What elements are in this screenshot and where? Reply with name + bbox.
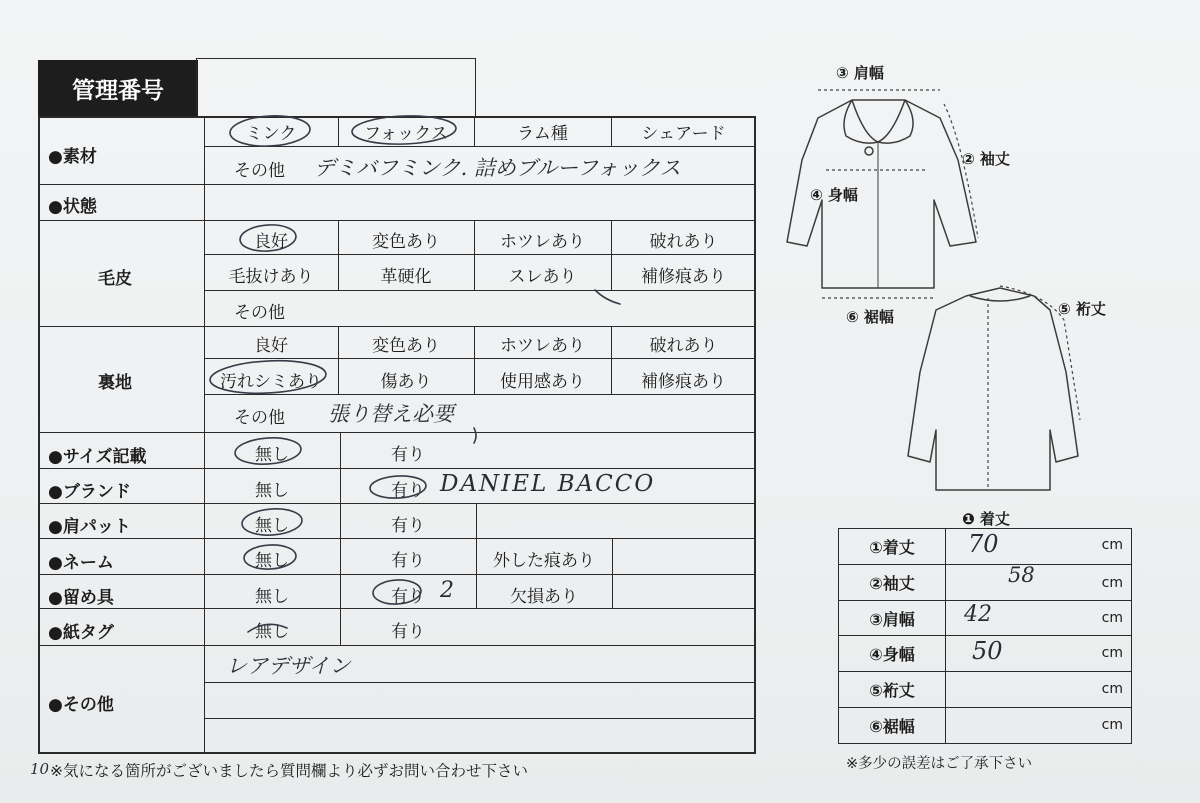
paper-tag-option-none: 無し <box>255 622 289 642</box>
material-other-handwriting: デミバフミンク. 詰めブルーフォックス <box>314 156 681 180</box>
lining-other-label: その他 <box>234 408 285 428</box>
label-yuki-length: ⑤ 裄丈 <box>1058 300 1106 318</box>
measurement-row <box>839 672 1132 708</box>
lining-option: 汚れシミあり <box>220 372 322 392</box>
page-number-handwriting: 10 <box>30 760 50 778</box>
size-option-yes: 有り <box>391 445 425 465</box>
measurement-row <box>839 564 1132 600</box>
label-fastener: ●留め具 <box>48 588 114 608</box>
fur-option: 破れあり <box>649 232 718 252</box>
name-option-removed: 外した痕あり <box>493 551 595 571</box>
measurement-row <box>839 636 1132 672</box>
measurement-unit: cm <box>1101 681 1123 698</box>
measurement-value-cell <box>946 564 1132 600</box>
measurement-label: ⑥裾幅 <box>839 708 946 744</box>
fastener-option-none: 無し <box>255 587 289 607</box>
shoulder-option-yes: 有り <box>391 516 425 536</box>
control-number-title: 管理番号 <box>38 60 198 116</box>
fur-option: ホツレあり <box>500 232 585 252</box>
measurement-unit: cm <box>1101 537 1123 553</box>
fur-other-label: その他 <box>234 303 285 323</box>
brand-name-handwriting: DANIEL BACCO <box>440 471 656 497</box>
label-fur: 毛皮 <box>98 269 132 289</box>
lining-option: 破れあり <box>649 336 718 356</box>
fur-option: スレあり <box>508 267 577 287</box>
paper-tag-option-yes: 有り <box>391 622 425 642</box>
lining-option: 使用感あり <box>500 372 585 392</box>
material-option: ラム種 <box>517 124 568 144</box>
measurement-note: ※多少の誤差はご了承下さい <box>846 756 1033 772</box>
label-sleeve-length: ② 袖丈 <box>962 150 1010 168</box>
lining-option: 補修痕あり <box>641 372 726 392</box>
fur-option: 変色あり <box>372 232 440 252</box>
label-paper-tag: ●紙タグ <box>48 623 114 643</box>
fur-option: 毛抜けあり <box>228 267 314 287</box>
material-option: シェアード <box>641 124 726 144</box>
measurement-value-cell <box>946 529 1132 565</box>
fastener-count-handwriting: 2 <box>440 578 454 603</box>
measurement-label: ⑤裄丈 <box>839 672 946 708</box>
measurement-unit: cm <box>1101 645 1123 662</box>
lining-option: 変色あり <box>372 336 440 356</box>
label-other: ●その他 <box>48 695 114 715</box>
material-option: ミンク <box>245 124 297 144</box>
label-condition: ●状態 <box>48 197 97 217</box>
measurement-unit: cm <box>1101 717 1123 734</box>
label-name-tag: ●ネーム <box>48 553 114 573</box>
lining-option: 傷あり <box>380 372 432 392</box>
fur-option: 良好 <box>254 232 288 252</box>
brand-option-yes: 有り <box>391 481 425 501</box>
label-body-width: ④ 身幅 <box>810 186 858 204</box>
name-option-yes: 有り <box>391 551 425 571</box>
label-hem-width: ⑥ 裾幅 <box>846 308 894 326</box>
footer-note: ※気になる箇所がございましたら質問欄より必ずお問い合わせ下さい <box>50 762 528 780</box>
measurement-value: 58 <box>1008 562 1035 587</box>
measurement-label: ④身幅 <box>839 636 946 672</box>
measurement-value: 70 <box>968 530 999 558</box>
label-shoulder-pad: ●肩パット <box>48 517 131 537</box>
measurement-label: ③肩幅 <box>839 600 946 636</box>
other-note-handwriting: レアデザイン <box>226 654 351 678</box>
measurement-value-cell <box>946 708 1132 744</box>
fastener-option-missing: 欠損あり <box>510 587 578 607</box>
measurement-table <box>838 528 1132 744</box>
material-other-label: その他 <box>234 161 285 181</box>
measurement-value: 42 <box>964 601 992 627</box>
measurement-row <box>839 600 1132 636</box>
name-option-none: 無し <box>255 551 289 571</box>
label-material: ●素材 <box>48 147 97 167</box>
measurement-row <box>839 529 1132 565</box>
label-shoulder-width: ③ 肩幅 <box>836 64 884 82</box>
measurement-value-cell <box>946 600 1132 636</box>
fur-option: 補修痕あり <box>641 267 726 287</box>
label-size: ●サイズ記載 <box>48 447 147 467</box>
label-lining: 裏地 <box>98 373 132 393</box>
measurement-label: ②袖丈 <box>839 564 946 600</box>
measurement-value: 50 <box>972 637 1003 666</box>
fastener-option-yes: 有り <box>391 587 425 607</box>
material-option: フォックス <box>364 124 448 144</box>
brand-option-none: 無し <box>255 481 289 501</box>
lining-option: 良好 <box>254 336 288 356</box>
measurement-value-cell <box>946 672 1132 708</box>
measurement-unit: cm <box>1101 574 1123 591</box>
label-brand: ●ブランド <box>48 482 131 502</box>
measurement-unit: cm <box>1101 609 1123 626</box>
lining-other-handwriting: 張り替え必要 <box>328 402 454 426</box>
size-option-none: 無し <box>255 445 289 465</box>
measurement-row <box>839 708 1132 744</box>
shoulder-option-none: 無し <box>255 516 289 536</box>
measurement-label: ①着丈 <box>839 529 946 565</box>
lining-option: ホツレあり <box>500 336 585 356</box>
fur-option: 革硬化 <box>380 267 432 287</box>
measurement-value-cell <box>946 636 1132 672</box>
label-total-length: ❶ 着丈 <box>962 510 1010 528</box>
